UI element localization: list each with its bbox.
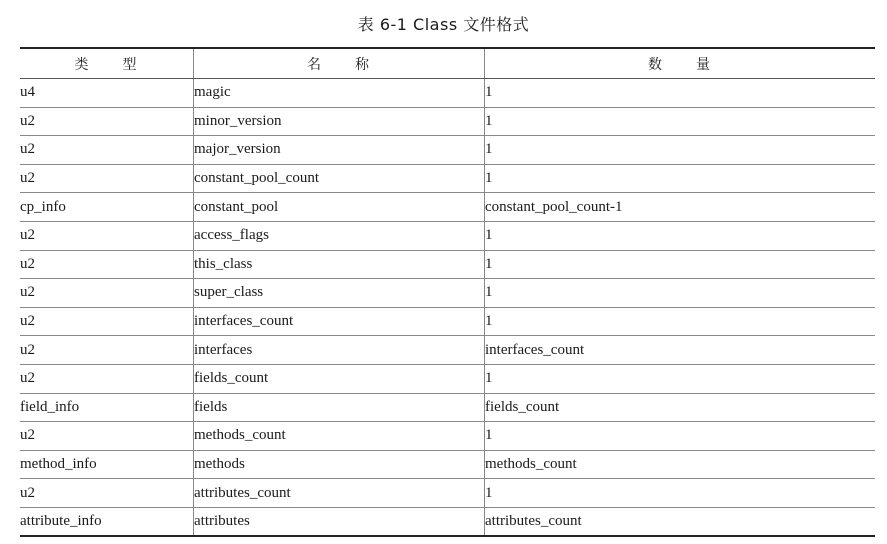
table-row bbox=[20, 450, 875, 479]
table-row bbox=[20, 336, 875, 365]
cell-name: fields_count bbox=[194, 364, 485, 393]
table-row bbox=[20, 393, 875, 422]
cell-name: constant_pool bbox=[194, 193, 485, 222]
table-row bbox=[20, 250, 875, 279]
cell-name: fields bbox=[194, 393, 485, 422]
cell-count: attributes_count bbox=[485, 512, 582, 529]
cell-count: 1 bbox=[485, 364, 876, 393]
header-count: 数 量 bbox=[485, 48, 876, 79]
table-row bbox=[20, 136, 875, 165]
table-row bbox=[20, 79, 875, 108]
cell-name: interfaces bbox=[194, 336, 485, 365]
cell-name: interfaces_count bbox=[194, 307, 485, 336]
header-row bbox=[20, 48, 875, 79]
cell-type: u2 bbox=[20, 250, 194, 279]
table-row bbox=[20, 164, 875, 193]
table-row bbox=[20, 279, 875, 308]
cell-count: 1 bbox=[485, 107, 876, 136]
header-name: 名 称 bbox=[194, 48, 485, 79]
cell-count: 1 bbox=[485, 136, 876, 165]
table-row bbox=[20, 307, 875, 336]
cell-count: 1 bbox=[485, 79, 876, 108]
cell-type: method_info bbox=[20, 450, 194, 479]
cell-count: 1 bbox=[485, 221, 876, 250]
cell-type: u2 bbox=[20, 221, 194, 250]
cell-type: field_info bbox=[20, 393, 194, 422]
table-body bbox=[20, 79, 875, 537]
header-type: 类 型 bbox=[20, 48, 194, 79]
cell-name: constant_pool_count bbox=[194, 164, 485, 193]
cell-type: u2 bbox=[20, 164, 194, 193]
cell-count: 1 bbox=[485, 279, 876, 308]
cell-name: minor_version bbox=[194, 107, 485, 136]
cell-count: 1 bbox=[485, 250, 876, 279]
cell-name: attributes_count bbox=[194, 479, 485, 508]
cell-name: super_class bbox=[194, 279, 485, 308]
cell-count: constant_pool_count-1 bbox=[485, 193, 876, 222]
cell-type: u2 bbox=[20, 422, 194, 451]
table-row bbox=[20, 221, 875, 250]
table-row bbox=[20, 364, 875, 393]
cell-count: 1 bbox=[485, 422, 876, 451]
cell-count: methods_count bbox=[485, 450, 876, 479]
cell-count: fields_count bbox=[485, 393, 876, 422]
cell-type: attribute_info bbox=[20, 507, 194, 536]
table-row bbox=[20, 193, 875, 222]
table-caption: 表 6-1 Class 文件格式 bbox=[357, 15, 530, 34]
cell-type: u2 bbox=[20, 479, 194, 508]
cell-count: 1 bbox=[485, 307, 876, 336]
cell-type: u4 bbox=[20, 79, 194, 108]
cell-name: this_class bbox=[194, 250, 485, 279]
cell-count: interfaces_count bbox=[485, 336, 876, 365]
cell-type: u2 bbox=[20, 279, 194, 308]
cell-name: attributes bbox=[194, 507, 485, 536]
cell-name: magic bbox=[194, 79, 485, 108]
cell-type: cp_info bbox=[20, 193, 194, 222]
cell-name: methods bbox=[194, 450, 485, 479]
cell-name: major_version bbox=[194, 136, 485, 165]
cell-count: 1 bbox=[485, 164, 876, 193]
cell-type: u2 bbox=[20, 336, 194, 365]
table-row bbox=[20, 422, 875, 451]
cell-type: u2 bbox=[20, 364, 194, 393]
cell-type: u2 bbox=[20, 307, 194, 336]
table-row bbox=[20, 507, 875, 536]
cell-type: u2 bbox=[20, 107, 194, 136]
cell-count: 1 bbox=[485, 479, 876, 508]
class-file-format-table bbox=[20, 47, 875, 537]
cell-type: u2 bbox=[20, 136, 194, 165]
cell-name: access_flags bbox=[194, 221, 485, 250]
table-row bbox=[20, 479, 875, 508]
table-row bbox=[20, 107, 875, 136]
cell-name: methods_count bbox=[194, 422, 485, 451]
